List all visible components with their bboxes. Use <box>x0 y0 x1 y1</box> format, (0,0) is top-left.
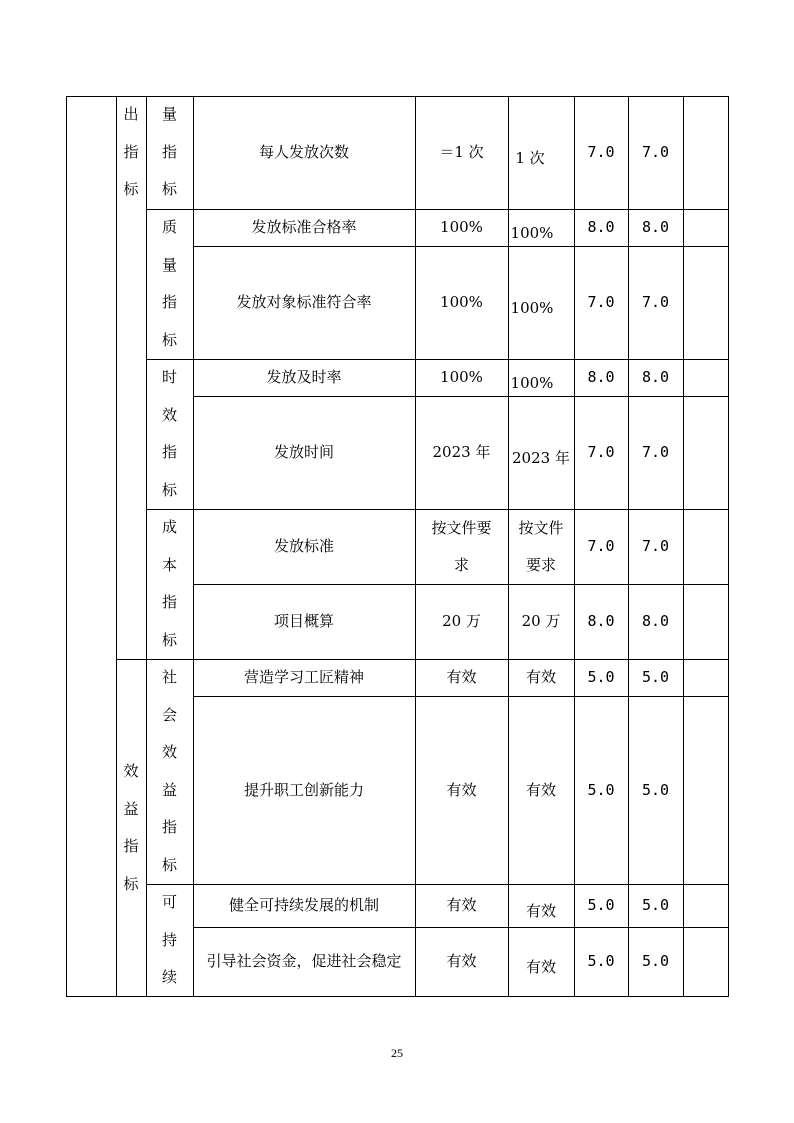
char: 益 <box>161 780 177 799</box>
char: 标 <box>123 874 139 893</box>
target-cell: 有效 <box>446 896 477 914</box>
target-cell: 有效 <box>446 952 477 970</box>
score-cell: 8.0 <box>641 612 670 630</box>
indicator-cell: 项目概算 <box>273 612 334 630</box>
actual-cell: 100% <box>510 224 554 242</box>
remark-cell <box>683 509 728 584</box>
indicator-cell: 发放时间 <box>273 443 334 461</box>
weight-cell: 5.0 <box>587 780 615 799</box>
char: 效 <box>161 405 177 424</box>
subcategory-quality <box>146 209 193 359</box>
char: 量 <box>161 105 177 123</box>
char: 时 <box>161 368 177 386</box>
char: 益 <box>123 799 139 818</box>
actual-cell: 有效 <box>525 902 556 920</box>
actual-cell: 有效 <box>525 780 556 799</box>
score-cell: 7.0 <box>641 537 670 555</box>
char: 出 <box>123 105 139 123</box>
page-number: 25 <box>391 1046 403 1060</box>
remark-cell <box>683 584 728 659</box>
score-cell: 7.0 <box>641 443 670 461</box>
indicator-cell: 每人发放次数 <box>258 143 349 161</box>
actual-line: 按文件 <box>518 518 564 537</box>
actual-cell: 100% <box>510 299 554 317</box>
actual-cell: 100% <box>510 374 554 392</box>
char: 质 <box>161 218 177 236</box>
score-cell: 7.0 <box>641 293 670 311</box>
char: 续 <box>161 968 177 986</box>
char: 标 <box>161 330 177 349</box>
actual-line: 要求 <box>525 555 556 574</box>
char: 指 <box>123 142 139 161</box>
char: 指 <box>161 142 177 161</box>
weight-cell: 8.0 <box>587 368 615 386</box>
char: 持 <box>161 930 177 949</box>
indicator-cell: 引导社会资金，促进社会稳定 <box>206 952 402 970</box>
score-cell: 8.0 <box>641 368 670 386</box>
char: 标 <box>161 630 177 649</box>
target-cell: 有效 <box>446 668 477 686</box>
indicator-cell: 提升职工创新能力 <box>243 780 364 799</box>
actual-cell: 1 次 <box>515 149 545 167</box>
weight-cell: 5.0 <box>587 952 615 970</box>
indicator-cell: 发放标准合格率 <box>251 218 357 236</box>
score-cell: 5.0 <box>641 952 670 970</box>
indicator-cell: 发放及时率 <box>266 368 342 386</box>
score-cell: 5.0 <box>641 780 670 799</box>
weight-cell: 8.0 <box>587 218 615 236</box>
actual-cell: 有效 <box>525 668 556 686</box>
char: 指 <box>161 818 177 836</box>
target-cell <box>415 509 508 584</box>
target-cell: 100% <box>440 368 483 386</box>
char: 标 <box>161 480 177 499</box>
indicator-cell: 营造学习工匠精神 <box>243 668 364 686</box>
remark-cell <box>683 884 728 927</box>
char: 社 <box>161 668 177 686</box>
actual-cell: 有效 <box>525 958 556 976</box>
remark-cell <box>683 659 728 696</box>
char: 标 <box>123 180 139 198</box>
weight-cell: 7.0 <box>587 537 615 555</box>
target-cell: 2023 年 <box>432 443 491 461</box>
score-cell: 8.0 <box>641 218 670 236</box>
char: 会 <box>161 705 177 724</box>
char: 指 <box>161 593 177 611</box>
weight-cell: 5.0 <box>587 668 615 686</box>
score-cell: 7.0 <box>641 143 670 161</box>
score-cell: 5.0 <box>641 668 670 686</box>
weight-cell: 7.0 <box>587 293 615 311</box>
weight-cell: 7.0 <box>587 143 615 161</box>
weight-cell: 5.0 <box>587 896 615 914</box>
subcategory-timeliness <box>146 359 193 509</box>
weight-cell: 8.0 <box>587 612 615 630</box>
char: 可 <box>161 893 177 911</box>
char: 成 <box>161 518 177 536</box>
target-cell: 100% <box>440 293 483 311</box>
char: 指 <box>123 837 139 855</box>
char: 指 <box>161 443 177 461</box>
char: 指 <box>161 293 177 311</box>
category-output-tail <box>116 96 146 209</box>
indicator-cell: 健全可持续发展的机制 <box>228 896 379 914</box>
subcategory-quantity-tail <box>146 96 193 209</box>
remark-cell <box>683 359 728 396</box>
target-cell: 100% <box>440 218 483 236</box>
remark-cell <box>683 246 728 359</box>
target-cell: ＝1 次 <box>439 143 484 161</box>
remark-cell <box>683 396 728 509</box>
score-cell: 5.0 <box>641 896 670 914</box>
remark-cell <box>683 927 728 996</box>
subcategory-cost <box>146 509 193 659</box>
weight-cell: 7.0 <box>587 443 615 461</box>
char: 标 <box>161 180 177 198</box>
char: 效 <box>123 762 139 780</box>
actual-cell: 20 万 <box>521 612 561 630</box>
char: 量 <box>161 255 177 274</box>
remark-cell <box>683 696 728 884</box>
category-benefit <box>116 753 146 903</box>
char: 本 <box>161 555 177 574</box>
actual-cell: 2023 年 <box>512 449 570 467</box>
subcategory-social <box>146 659 193 884</box>
target-cell: 20 万 <box>442 612 481 630</box>
remark-cell <box>683 209 728 246</box>
remark-cell <box>683 96 728 209</box>
actual-cell <box>508 509 574 584</box>
target-cell: 有效 <box>446 780 477 799</box>
subcategory-sustain <box>146 884 193 997</box>
target-line: 按文件要 <box>431 518 492 537</box>
char: 标 <box>161 855 177 874</box>
indicator-cell: 发放标准 <box>273 537 334 555</box>
indicator-cell: 发放对象标准符合率 <box>236 293 372 311</box>
target-line: 求 <box>453 555 469 574</box>
char: 效 <box>161 743 177 761</box>
